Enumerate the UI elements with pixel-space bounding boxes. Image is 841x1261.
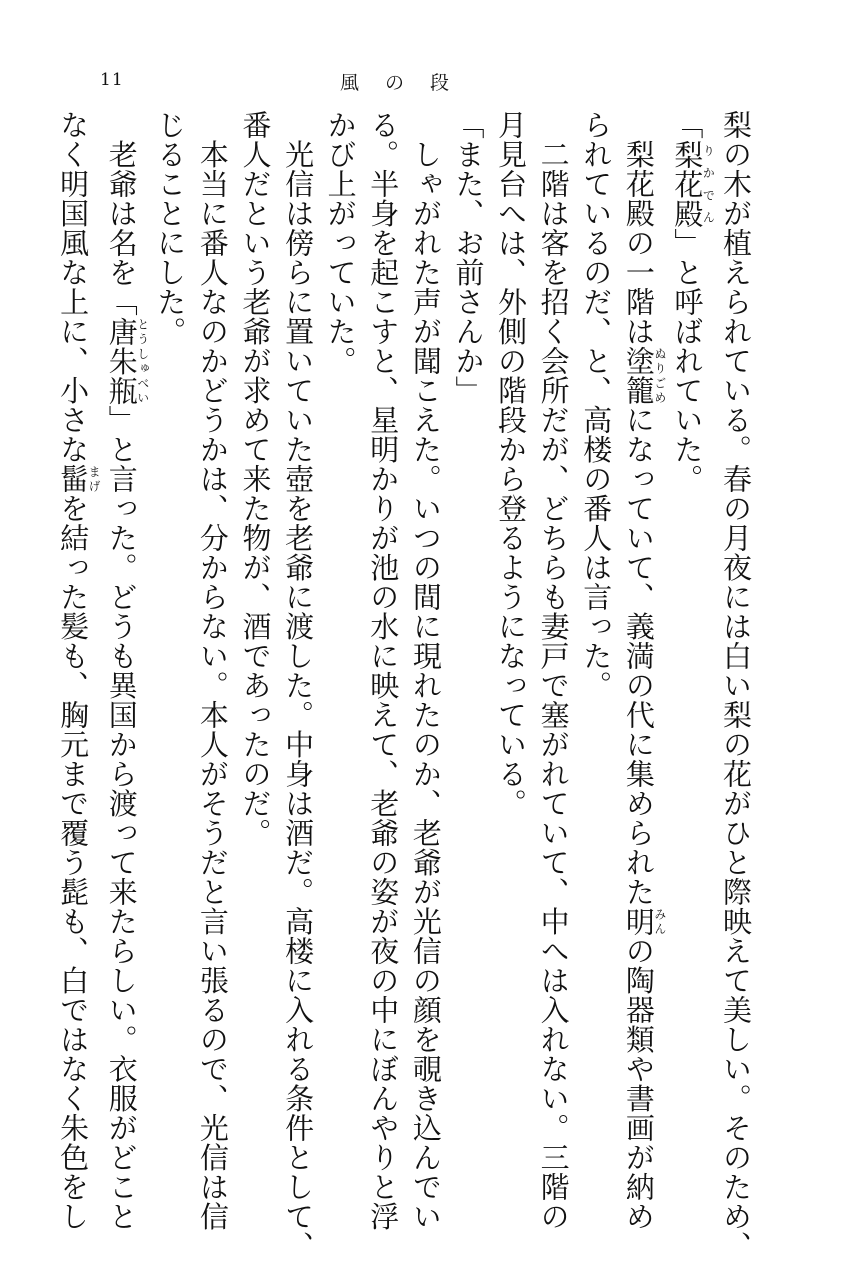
text-segment: 梨花殿の一階は [621, 110, 656, 346]
text-segment: 梨の木が植えられている。春の月夜には白い梨の花がひと際映えて美しい。そのため、 [719, 110, 753, 1261]
ruby-reading: ぬりごめ [652, 346, 667, 405]
ruby-reading: とうしゅべい [135, 316, 150, 405]
text-segment: 二階は客を招く会所だが、どちらも妻戸で塞がれていて、中へは入れない。三階の [536, 110, 571, 1231]
text-line [362, 110, 405, 1231]
text-line [447, 110, 490, 1120]
ruby-annotation [56, 464, 102, 494]
ruby-annotation [670, 139, 716, 229]
text-segment: になっていて、義満の代に集められた [621, 405, 656, 907]
text-segment: を結った髪も、胸元まで覆う髭も、白ではなく朱色をし [56, 493, 91, 1231]
text-segment: じることにした。 [153, 110, 188, 346]
text-line [276, 110, 319, 1261]
text-segment: られているのだ、と、高楼の番人は言った。 [579, 110, 614, 700]
text-line [149, 110, 192, 1120]
text-line [100, 110, 150, 1231]
ruby-reading: みん [652, 906, 667, 936]
text-segment: の陶器類や書画が納め [621, 936, 656, 1231]
text-segment: 「また、お前さんか」 [451, 110, 486, 405]
text-segment: かび上がっていた。 [323, 110, 358, 376]
text-segment: る。半身を起こすと、星明かりが池の水に映えて、老爺の姿が夜の中にぼんやりと浮 [366, 110, 401, 1231]
text-segment: 本当に番人なのかどうかは、分からない。本人がそうだと言い張るので、光信は信 [195, 110, 230, 1231]
ruby-base: 髷 [56, 464, 91, 494]
ruby-annotation [621, 906, 667, 937]
text-segment: 月見台へは、外側の階段から登るようになっている。 [494, 110, 529, 818]
text-line [575, 110, 618, 1120]
text-segment: 番人だという老爺が求めて来た物が、酒であったのだ。 [238, 110, 273, 848]
running-header: 風の段 [340, 72, 476, 94]
text-line [191, 110, 234, 1231]
vertical-body-text [52, 110, 758, 1261]
text-segment: 老爺は名を「 [104, 110, 139, 317]
text-line [532, 110, 575, 1231]
text-segment: なく明国風な上に、小さな [56, 110, 91, 464]
text-line [617, 110, 667, 1231]
text-line [234, 110, 277, 1120]
text-segment: 」と呼ばれていた。 [670, 228, 705, 494]
ruby-annotation [621, 346, 667, 405]
ruby-base: 唐朱瓶 [104, 316, 139, 405]
text-line [489, 110, 532, 1120]
ruby-base: 梨花殿 [670, 139, 705, 228]
page-number: 11 [100, 70, 124, 90]
text-line [52, 110, 102, 1231]
text-segment: 光信は傍らに置いていた壺を老爺に渡した。中身は酒だ。高楼に入れる条件として、 [281, 110, 316, 1261]
text-segment: 「 [670, 110, 705, 140]
text-line [714, 110, 757, 1261]
text-line [404, 110, 447, 1231]
text-segment: しゃがれた声が聞こえた。いつの間に現れたのか、老爺が光信の顔を覗き込んでい [408, 110, 443, 1231]
ruby-reading: りかでん [701, 139, 716, 228]
ruby-annotation [104, 316, 150, 406]
ruby-base: 明 [621, 906, 656, 936]
text-line [319, 110, 362, 1120]
ruby-reading: まげ [87, 464, 102, 494]
text-segment: 」と言った。どうも異国から渡って来たらしい。衣服がどこと [104, 405, 139, 1231]
text-line [666, 110, 715, 1120]
ruby-base: 塗籠 [621, 346, 656, 405]
